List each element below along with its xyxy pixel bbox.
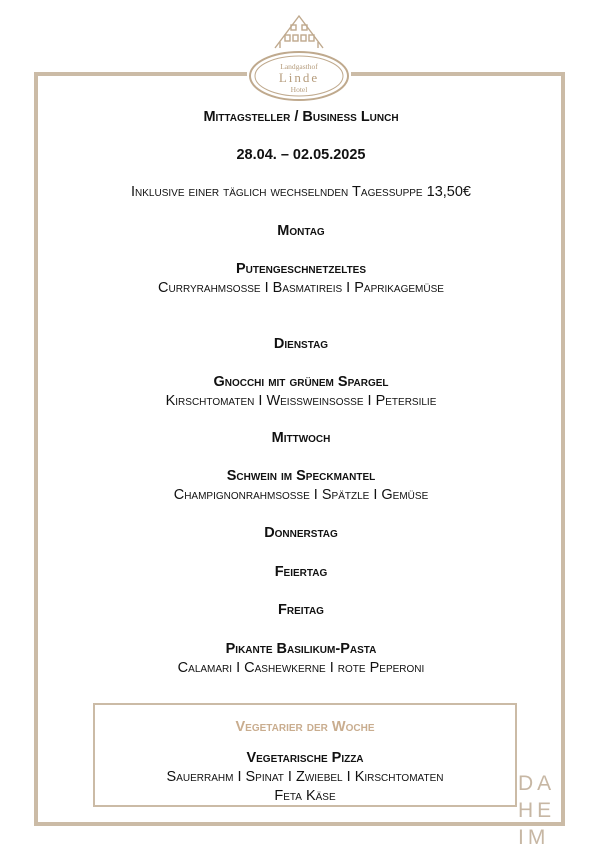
soup-note: Inklusive einer täglich wechselnden Tagessuppe 13,50€ <box>131 184 471 200</box>
dish-wednesday: Schwein im Speckmantel <box>226 468 376 484</box>
vegetarian-dish: Vegetarische Pizza <box>246 750 364 766</box>
logo-text-line2: Linde <box>278 70 320 85</box>
menu-title: Mittagsteller / Business Lunch <box>203 109 399 125</box>
day-thursday: Donnerstag <box>264 525 338 541</box>
sides-friday: Calamari I Cashewkerne I rote Peperoni <box>177 660 425 676</box>
vegetarian-box <box>93 703 517 807</box>
day-wednesday: Mittwoch <box>271 430 331 446</box>
brand-mark-line3: IM <box>518 826 550 849</box>
sides-tuesday: Kirschtomaten I Weißweinsoße I Petersilie <box>165 393 437 409</box>
sides-monday: Curryrahmsoße I Basmatireis I Paprikagemüse <box>158 280 444 296</box>
menu-dates: 28.04. – 02.05.2025 <box>236 147 366 163</box>
dish-friday: Pikante Basilikum-Pasta <box>225 641 377 657</box>
daheim-brand-mark <box>518 770 558 851</box>
note-thursday: Feiertag <box>274 564 328 580</box>
vegetarian-title: Vegetarier der Woche <box>235 719 375 735</box>
logo-text-line1: Landgasthof <box>280 62 318 71</box>
logo-text-line3: Hotel <box>290 85 308 94</box>
day-tuesday: Dienstag <box>273 336 329 352</box>
day-monday: Montag <box>277 223 325 239</box>
day-friday: Freitag <box>278 602 324 618</box>
hotel-logo <box>247 12 351 104</box>
dish-monday: Putengeschnetzeltes <box>235 261 367 277</box>
brand-mark-line1: DA <box>518 772 556 795</box>
sides-wednesday: Champignonrahmsoße I Spätzle I Gemüse <box>173 487 429 503</box>
brand-mark-line2: HE <box>518 799 556 822</box>
vegetarian-sides-line1: Sauerrahm I Spinat I Zwiebel I Kirschtomaten <box>166 769 444 785</box>
vegetarian-sides-line2: Feta Käse <box>274 788 336 804</box>
dish-tuesday: Gnocchi mit grünem Spargel <box>213 374 389 390</box>
